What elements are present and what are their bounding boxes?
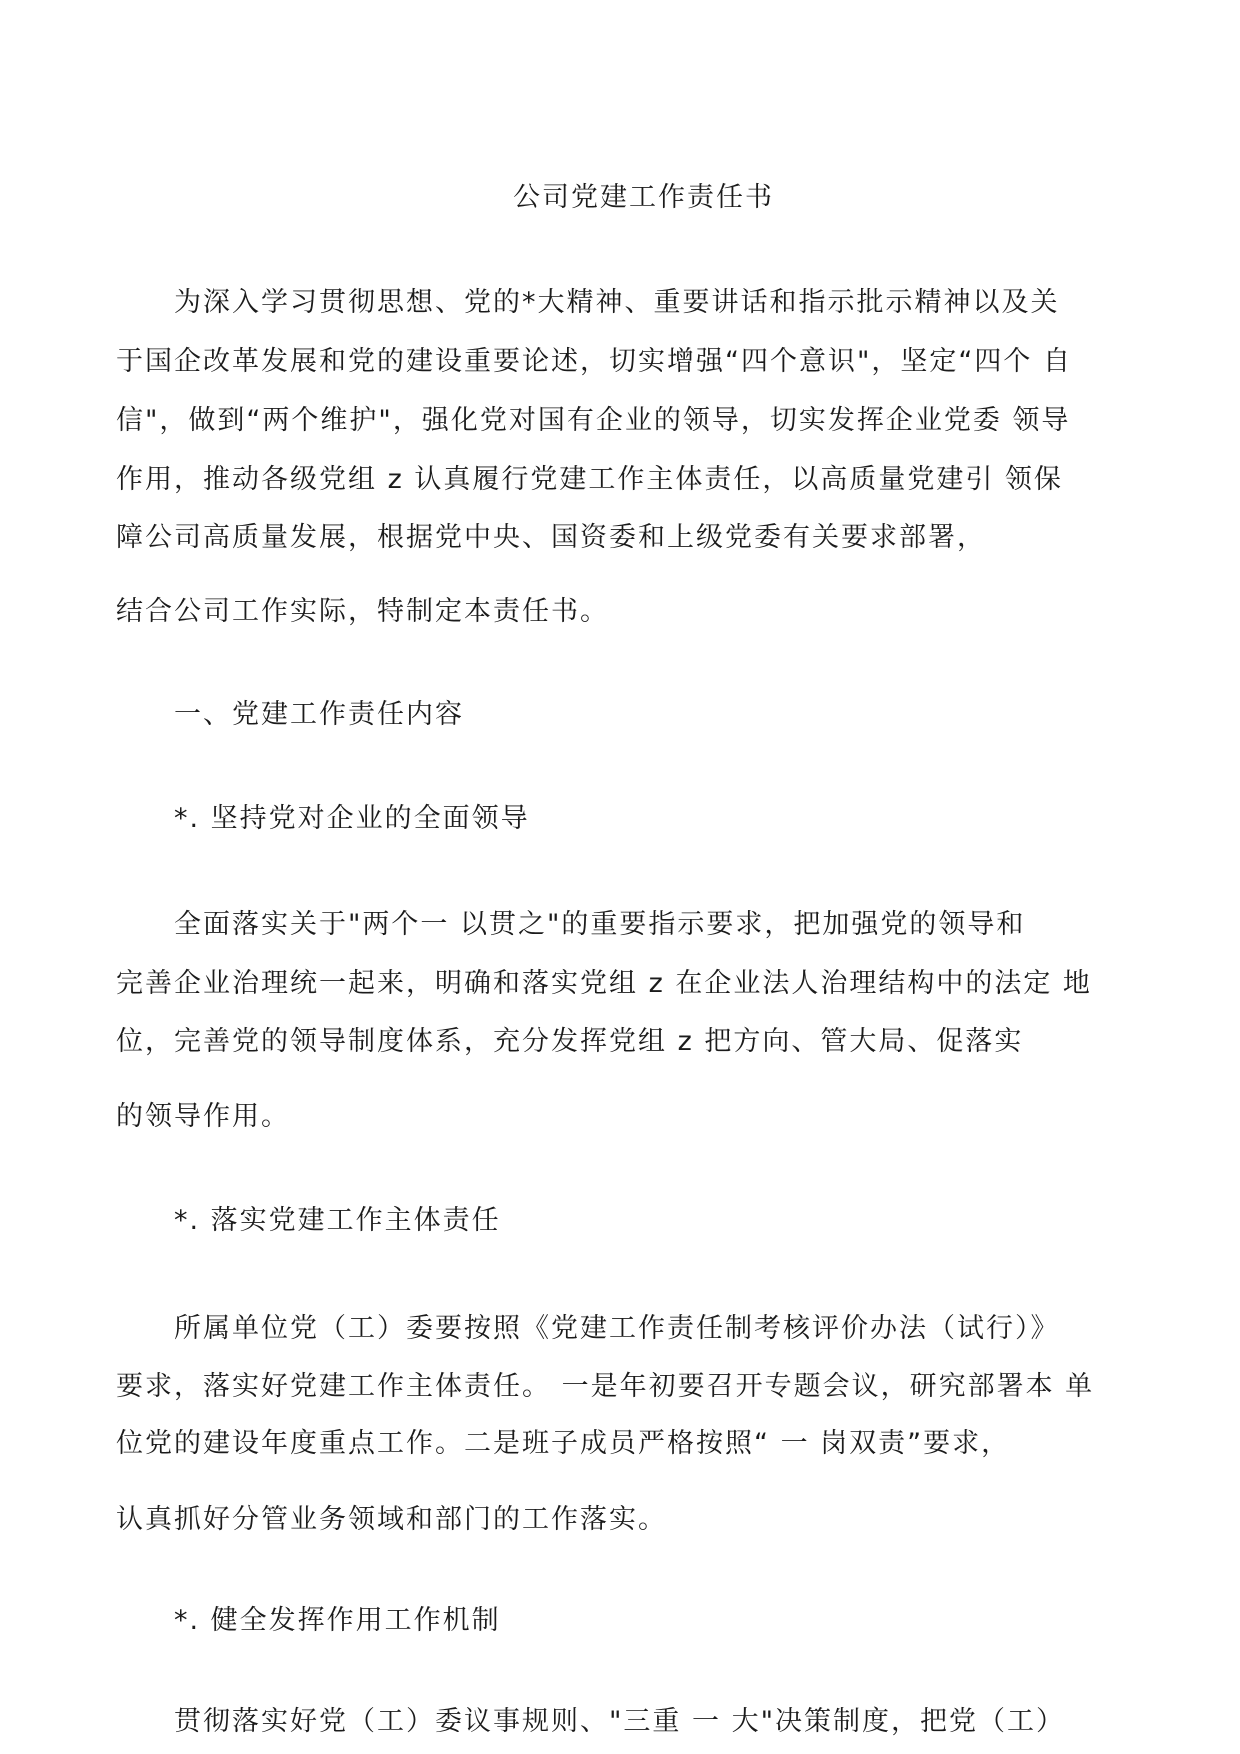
paragraph-line: 全面落实关于"两个一 以贯之"的重要指示要求，把加强党的领导和 bbox=[174, 909, 1026, 940]
paragraph-line: 完善企业治理统一起来，明确和落实党组 z 在企业法人治理结构中的法定 地 bbox=[116, 968, 1092, 999]
paragraph-line: 位党的建设年度重点工作。二是班子成员严格按照“ 一 岗双责”要求， bbox=[116, 1428, 1011, 1459]
paragraph-line: 的领导作用。 bbox=[116, 1101, 290, 1132]
item-heading: *. 落实党建工作主体责任 bbox=[174, 1205, 501, 1236]
paragraph-line: 位，完善党的领导制度体系，充分发挥党组 z 把方向、管大局、促落实 bbox=[116, 1026, 1024, 1057]
section-heading: 一、党建工作责任内容 bbox=[174, 699, 464, 730]
paragraph-line: 贯彻落实好党（工）委议事规则、"三重 一 大"决策制度，把党（工） bbox=[174, 1706, 1066, 1737]
paragraph-line: 于国企改革发展和党的建设重要论述，切实增强“四个意识"，坚定“四个 自 bbox=[116, 346, 1072, 377]
item-heading: *. 健全发挥作用工作机制 bbox=[174, 1605, 501, 1636]
item-heading: *. 坚持党对企业的全面领导 bbox=[174, 803, 530, 834]
paragraph-line: 作用，推动各级党组 z 认真履行党建工作主体责任，以高质量党建引 领保 bbox=[116, 464, 1063, 495]
paragraph-line: 结合公司工作实际，特制定本责任书。 bbox=[116, 596, 609, 627]
paragraph-line: 要求，落实好党建工作主体责任。 一是年初要召开专题会议，研究部署本 单 bbox=[116, 1371, 1095, 1402]
paragraph-line: 为深入学习贯彻思想、党的*大精神、重要讲话和指示批示精神以及关 bbox=[174, 287, 1060, 318]
paragraph-line: 信"，做到“两个维护"，强化党对国有企业的领导，切实发挥企业党委 领导 bbox=[116, 405, 1071, 436]
document-title: 公司党建工作责任书 bbox=[513, 182, 774, 213]
paragraph-line: 障公司高质量发展，根据党中央、国资委和上级党委有关要求部署， bbox=[116, 522, 986, 553]
paragraph-line: 所属单位党（工）委要按照《党建工作责任制考核评价办法（试行）》 bbox=[174, 1313, 1060, 1344]
paragraph-line: 认真抓好分管业务领域和部门的工作落实。 bbox=[116, 1504, 667, 1535]
